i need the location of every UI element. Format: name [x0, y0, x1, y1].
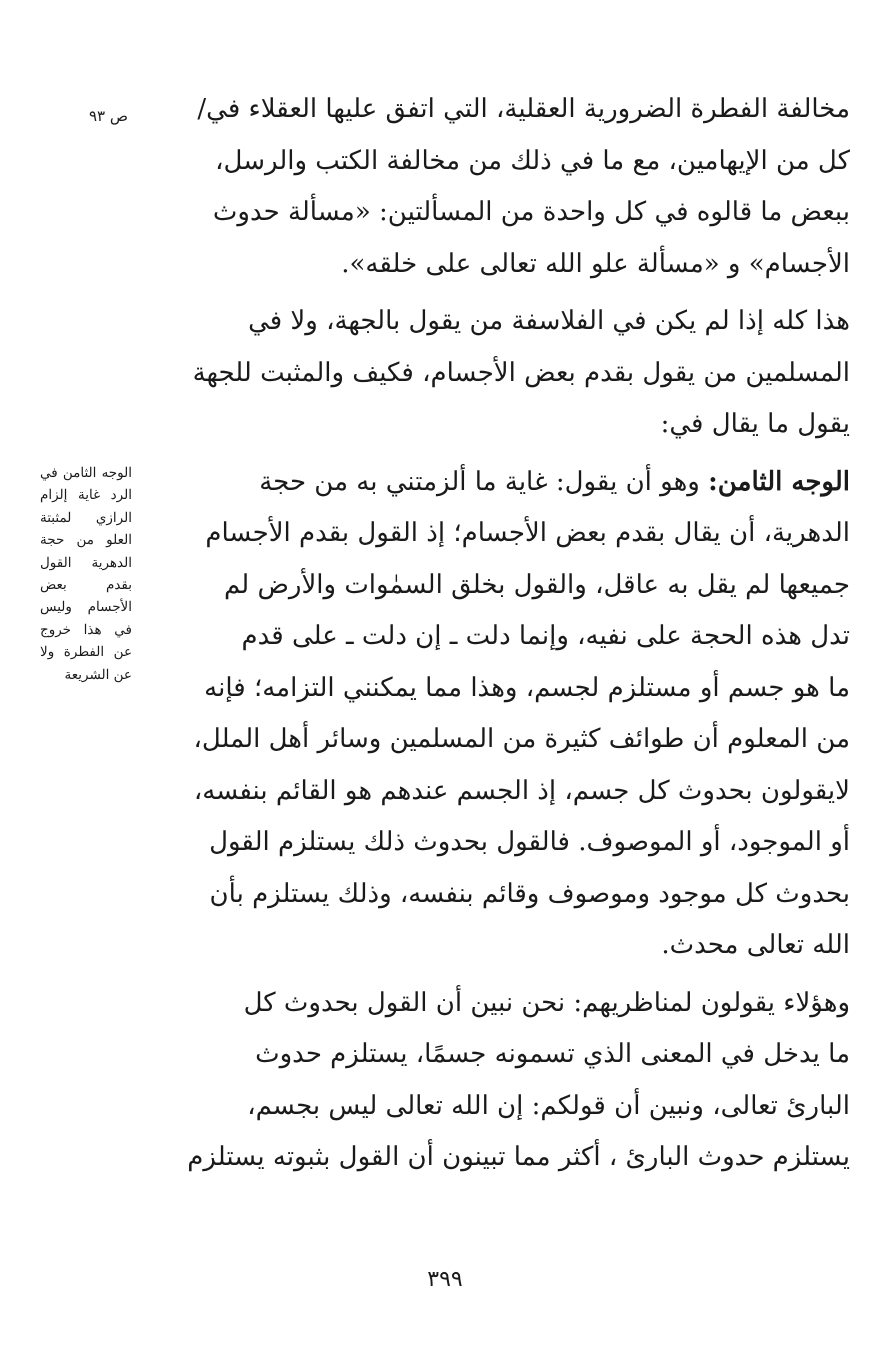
- text-line: ما هو جسم أو مستلزم لجسم، وهذا مما يمكنني التزامه؛ فإنه: [204, 672, 850, 703]
- text-line: الله تعالى محدث.: [661, 930, 850, 960]
- paragraph-3: [160, 457, 850, 972]
- text-line: يقول ما يقال في:: [660, 409, 850, 439]
- page-number: ٣٩٩: [427, 1267, 463, 1292]
- section-heading: الوجه الثامن:: [708, 466, 850, 497]
- text-line: جميعها لم يقل به عاقل، والقول بخلق السمٰوات والأرض لم: [223, 569, 850, 600]
- paragraph-1: [160, 84, 850, 290]
- text-line: وهؤلاء يقولون لمناظريهم: نحن نبين أن القول بحدوث كل: [243, 987, 850, 1018]
- text-line: كل من الإيهامين، مع ما في ذلك من مخالفة الكتب والرسل،: [215, 145, 850, 176]
- text-line: [160, 457, 850, 509]
- paragraph-4: [160, 978, 850, 1184]
- text-line: بحدوث كل موجود وموصوف وقائم بنفسه، وذلك يستلزم بأن: [209, 878, 850, 909]
- original-page-reference: ص ٩٣: [88, 107, 128, 125]
- text-line: لايقولون بحدوث كل جسم، إذ الجسم عندهم هو القائم بنفسه،: [193, 775, 850, 806]
- main-text: [160, 84, 850, 1184]
- text-line: تدل هذه الحجة على نفيه، وإنما دلت ـ إن دلت ـ على قدم: [241, 621, 850, 651]
- text-line: البارئ تعالى، ونبين أن قولكم: إن الله تعالى ليس بجسم،: [247, 1090, 850, 1121]
- paragraph-2: [160, 296, 850, 451]
- text-line: ما يدخل في المعنى الذي تسمونه جسمًا، يستلزم حدوث: [255, 1039, 850, 1069]
- text-line: هذا كله إذا لم يكن في الفلاسفة من يقول بالجهة، ولا في: [248, 306, 850, 336]
- margin-note: الوجه الثامن في الرد غاية إلزام الرازي لمثبتة العلو من حجة الدهرية القول بقدم بعض الأجسام وليس في هذا خروج عن الفطرة ولا عن الشريعة: [40, 465, 132, 683]
- text-line: المسلمين من يقول بقدم بعض الأجسام، فكيف والمثبت للجهة: [192, 357, 850, 388]
- text-line: أو الموجود، أو الموصوف. فالقول بحدوث ذلك يستلزم القول: [209, 827, 850, 857]
- text-line: ببعض ما قالوه في كل واحدة من المسألتين: «مسألة حدوث: [212, 197, 850, 227]
- text-line: مخالفة الفطرة الضرورية العقلية، التي اتفق عليها العقلاء في/: [197, 94, 850, 124]
- text-line: الأجسام» و «مسألة علو الله تعالى على خلقه».: [341, 248, 850, 279]
- text-line: الدهرية، أن يقال بقدم بعض الأجسام؛ إذ القول بقدم الأجسام: [205, 518, 850, 548]
- text-run: وهو أن يقول: غاية ما ألزمتني به من حجة: [259, 466, 709, 497]
- text-line: يستلزم حدوث البارئ ، أكثر مما تبينون أن القول بثبوته يستلزم: [187, 1142, 850, 1172]
- text-line: من المعلوم أن طوائف كثيرة من المسلمين وسائر أهل الملل،: [193, 724, 850, 754]
